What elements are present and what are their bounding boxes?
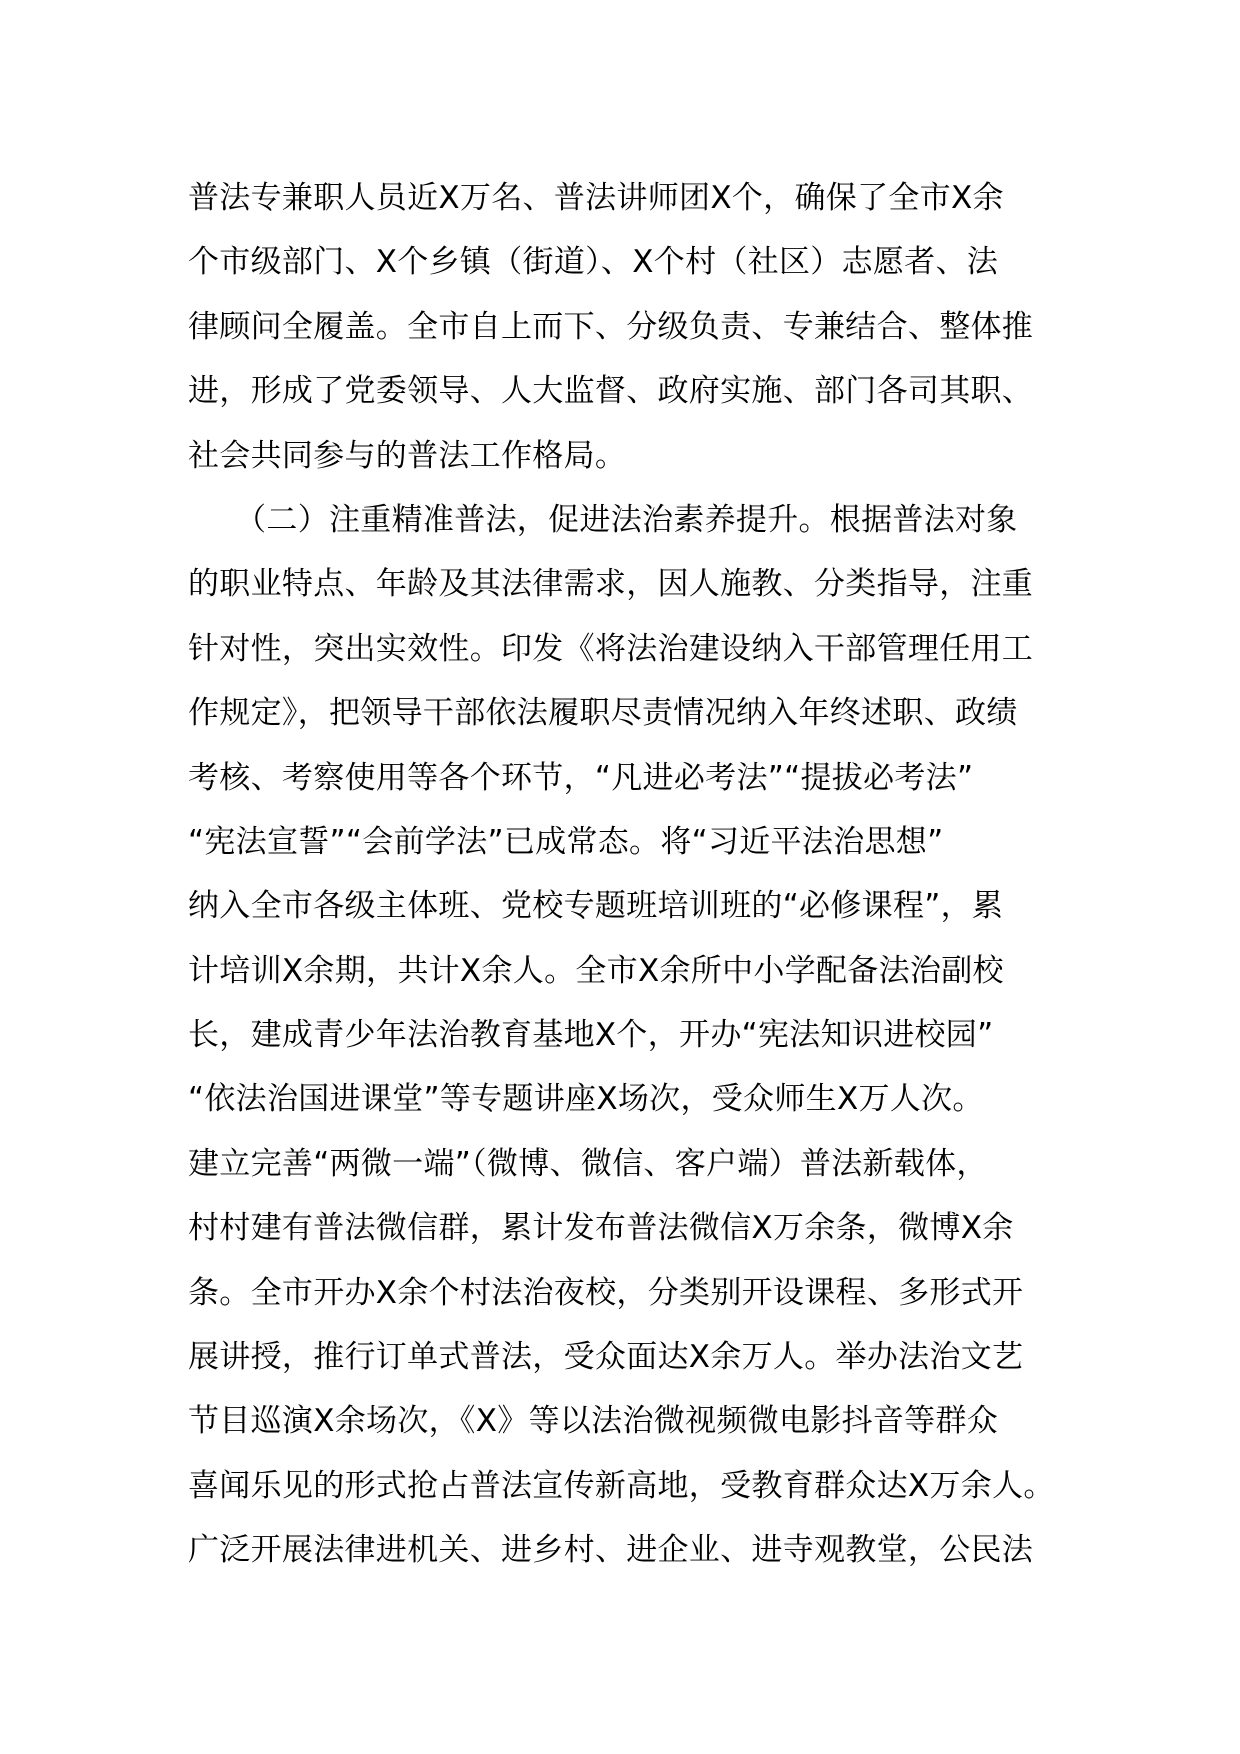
text-line: 条。全市开办Ⅹ余个村法治夜校，分类别开设课程、多形式开 [188,1274,1024,1311]
text-line: 社会共同参与的普法工作格局。 [188,437,627,474]
text-line: 村村建有普法微信群，累计发布普法微信Ⅹ万余条，微博Ⅹ余 [188,1210,1014,1247]
text-line: 广泛开展法律进机关、进乡村、进企业、进寺观教堂，公民法 [188,1532,1034,1569]
body-text [188,166,1078,1583]
text-line: 进，形成了党委领导、人大监督、政府实施、部门各司其职、 [188,373,1034,410]
text-line: 建立完善“两微一端”（微博、微信、客户端）普法新载体， [188,1145,988,1182]
text-line: 长，建成青少年法治教育基地Ⅹ个，开办“宪法知识进校园” [188,1017,994,1054]
text-line: 纳入全市各级主体班、党校专题班培训班的“必修课程”，累 [188,888,1004,925]
text-line: 考核、考察使用等各个环节，“凡进必考法”“提拔必考法” [188,759,974,796]
text-line: 针对性，突出实效性。印发《将法治建设纳入干部管理任用工 [188,630,1034,667]
text-line: 节目巡演Ⅹ余场次，《Ⅹ》等以法治微视频微电影抖音等群众 [188,1403,999,1440]
text-line: “依法治国进课堂”等专题讲座Ⅹ场次，受众师生Ⅹ万人次。 [188,1081,984,1118]
text-line: 展讲授，推行订单式普法，受众面达Ⅹ余万人。举办法治文艺 [188,1339,1024,1376]
text-line: 普法专兼职人员近Ⅹ万名、普法讲师团Ⅹ个，确保了全市Ⅹ余 [188,180,1004,216]
text-line: 计培训Ⅹ余期，共计Ⅹ余人。全市Ⅹ余所中小学配备法治副校 [188,952,1004,989]
text-line: 的职业特点、年龄及其法律需求，因人施教、分类指导，注重 [188,566,1034,603]
text-line: “宪法宣誓”“会前学法”已成常态。将“习近平法治思想” [188,823,944,860]
text-line: 喜闻乐见的形式抢占普法宣传新高地，受教育群众达Ⅹ万余人。 [188,1467,1055,1504]
section-heading-line: （二）注重精准普法，促进法治素养提升。根据普法对象 [188,501,1018,538]
text-line: 律顾问全履盖。全市自上而下、分级负责、专兼结合、整体推 [188,308,1034,345]
text-line: 个市级部门、Ⅹ个乡镇（街道）、Ⅹ个村（社区）志愿者、法 [188,244,999,281]
text-line: 作规定》，把领导干部依法履职尽责情况纳入年终述职、政绩 [188,695,1018,732]
